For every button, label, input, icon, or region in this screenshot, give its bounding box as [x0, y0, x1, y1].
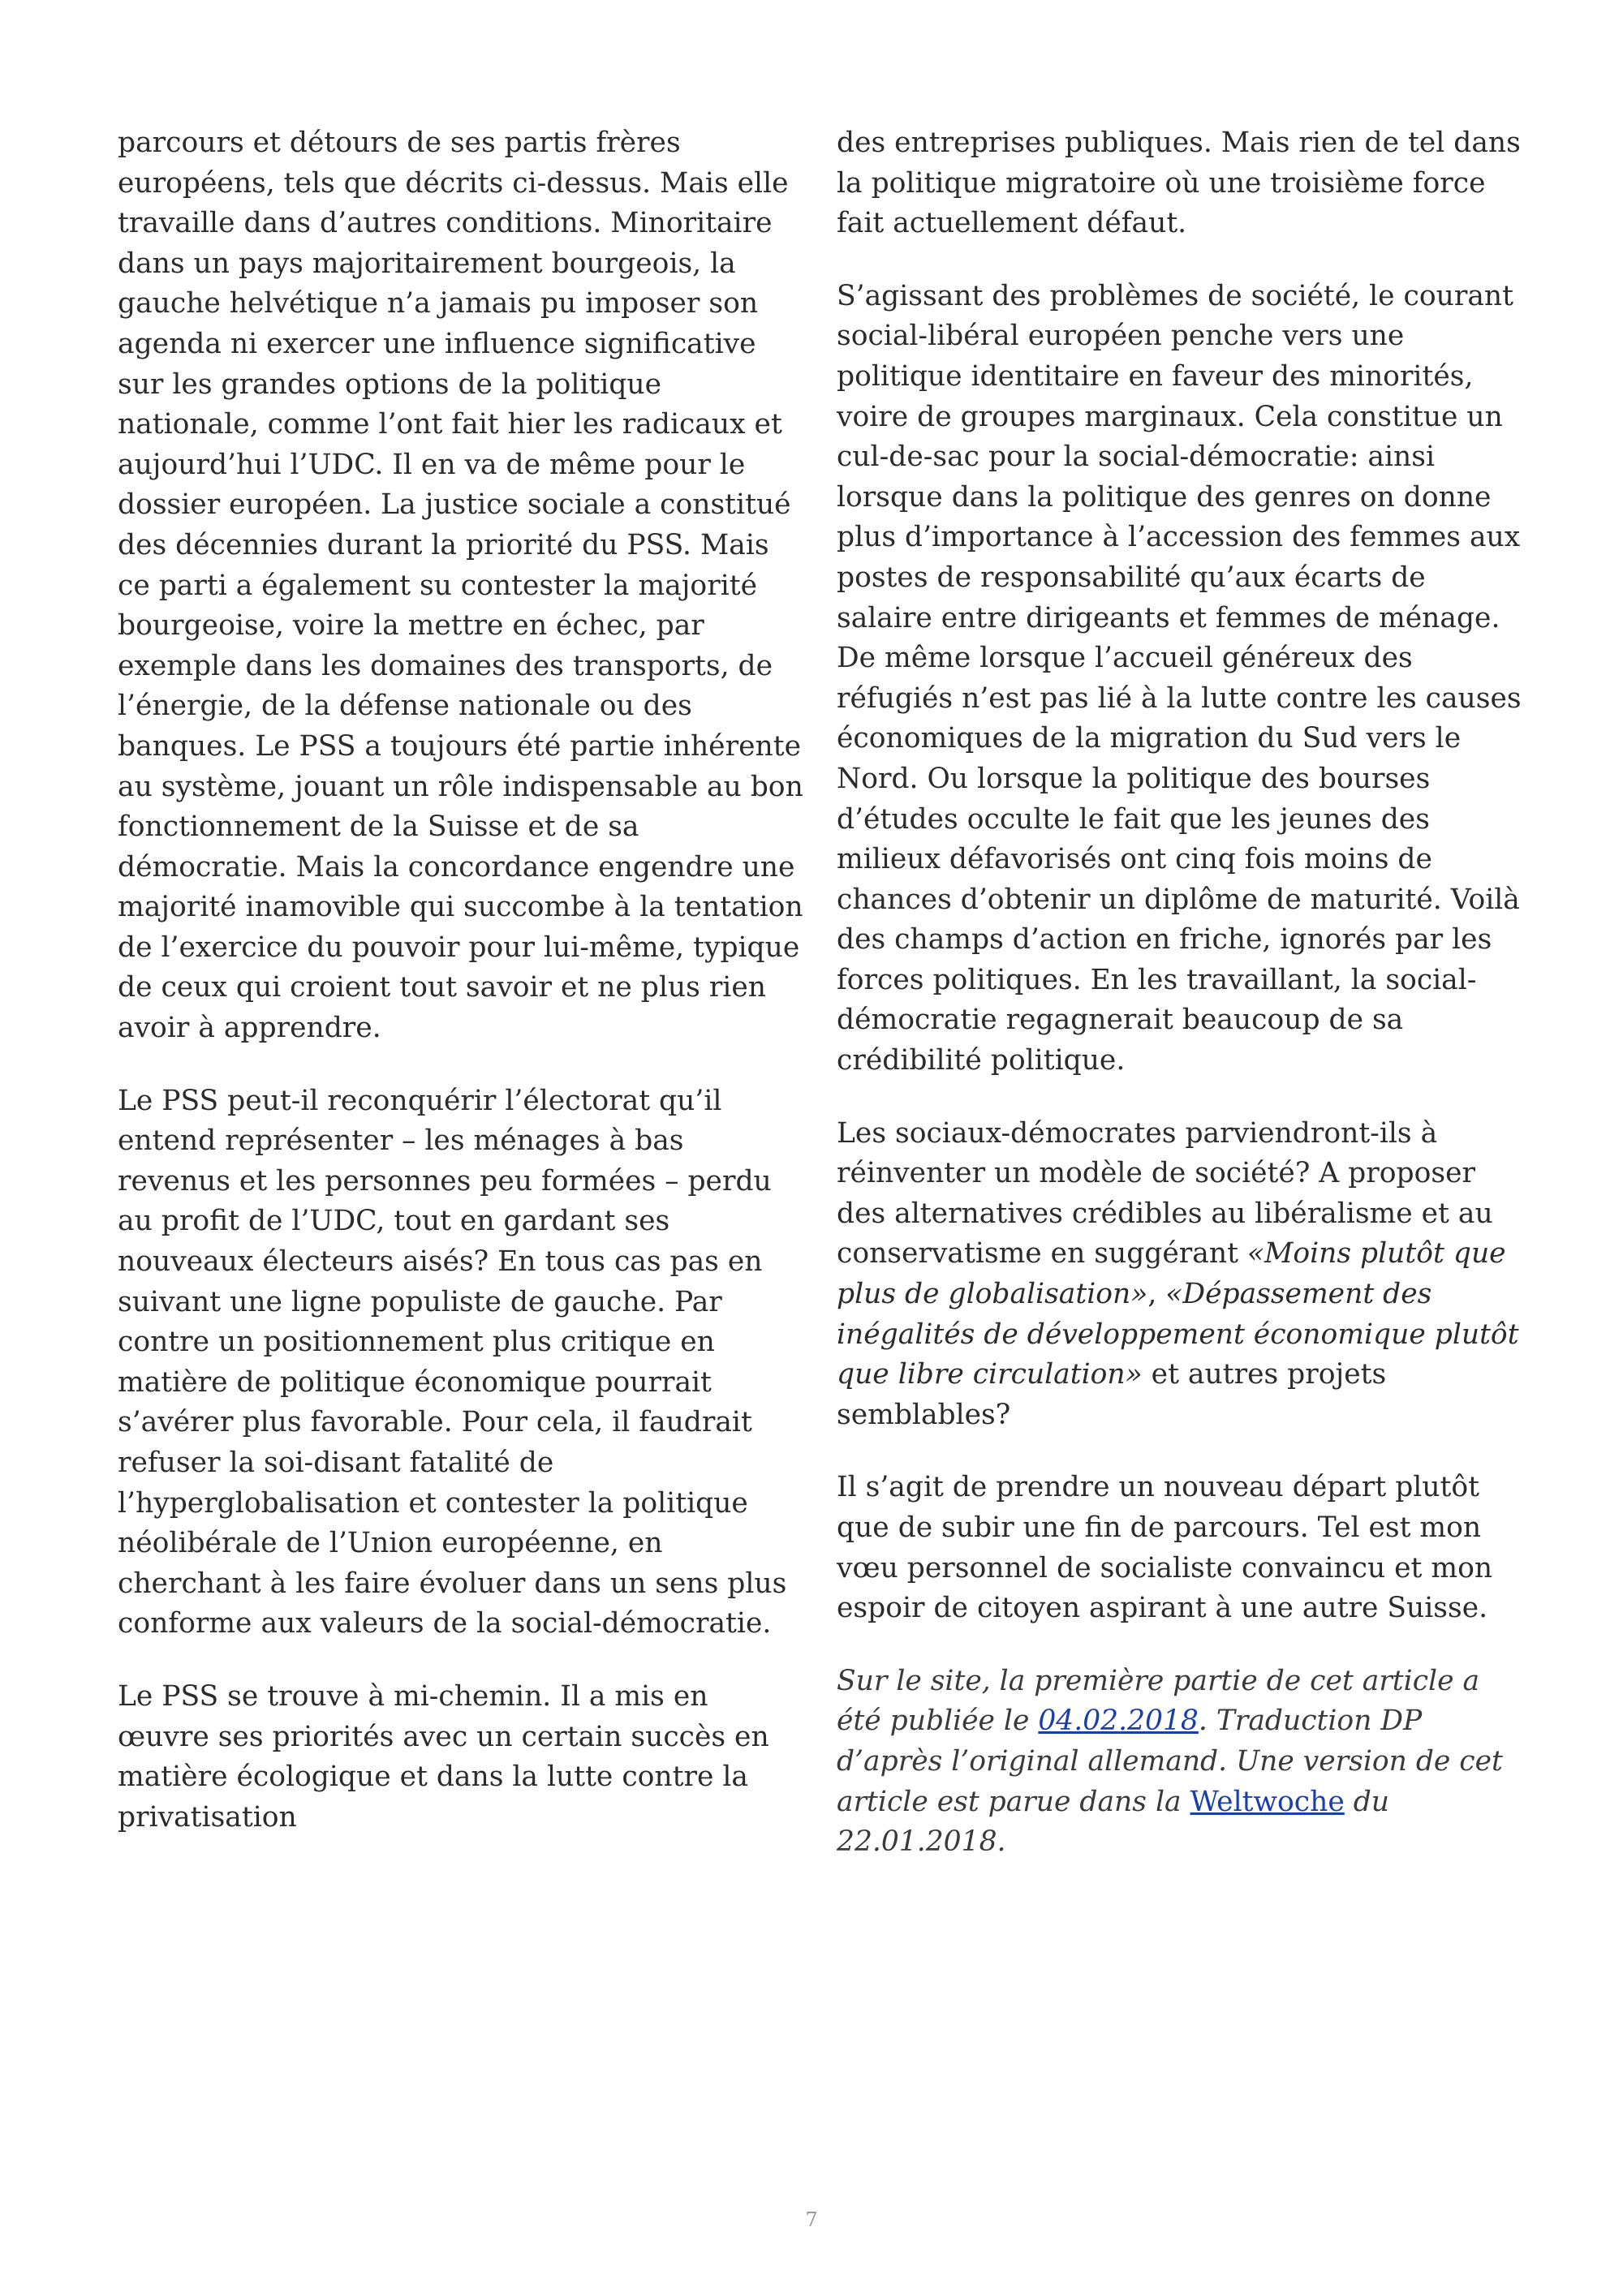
quote-inequalities: «Dépassement des inégalités de développement économique plutôt que libre circulation»: [837, 1278, 1519, 1391]
paragraph: parcours et détours de ses partis frères européens, tels que décrits ci-dessus. Mais elle travaille dans d’autres conditions. Minoritaire dans un pays majoritairement bourgeois, la gauche helvétique n’a jamais pu imposer son agenda ni exercer une influence significative sur les grandes options de la politique nationale, comme l’ont fait hier les radicaux et aujourd’hui l’UDC. Il en va de même pour le dossier européen. La justice sociale a constitué des décennies durant la priorité du PSS. Mais ce parti a également su contester la majorité bourgeoise, voire la mettre en échec, par exemple dans les domaines des transports, de l’énergie, de la défense nationale ou des banques. Le PSS a toujours été partie inhérente au système, jouant un rôle indispensable au bon fonctionnement de la Suisse et de sa démocratie. Mais la concordance engendre une majorité inamovible qui succombe à la tentation de l’exercice du pouvoir pour lui-même, typique de ceux qui croient tout savoir et ne plus rien avoir à apprendre.: [118, 127, 803, 1045]
right-column: [837, 123, 1522, 1863]
left-column: [118, 123, 803, 1838]
separator: ,: [1147, 1278, 1166, 1311]
paragraph-text: et autres projets semblables?: [837, 1358, 1387, 1431]
paragraph: Il s’agit de prendre un nouveau départ plutôt que de subir une fin de parcours. Tel est mon vœu personnel de socialiste convaincu et mon espoir de citoyen aspirant à une autre Suisse.: [837, 1471, 1493, 1625]
note-text: Sur le site, la première partie de cet article a été publiée le: [837, 1664, 1480, 1738]
page-number: 7: [805, 2208, 818, 2231]
first-part-link[interactable]: 04.02.2018: [1038, 1705, 1199, 1738]
quote-globalisation: «Moins plutôt que plus de globalisation»: [837, 1237, 1506, 1311]
paragraph: Le PSS se trouve à mi-chemin. Il a mis en œuvre ses priorités avec un certain succès en matière écologique et dans la lutte contre la privatisation: [118, 1679, 769, 1834]
source-note: [837, 1662, 1522, 1863]
paragraph: [837, 1114, 1522, 1436]
paragraph-text: Les sociaux-démocrates parviendront-ils à réinventer un modèle de société? A proposer des alternatives crédibles au libéralisme et au conservatisme en suggérant: [837, 1116, 1493, 1271]
note-text: du 22.01.2018.: [837, 1785, 1390, 1859]
paragraph: des entreprises publiques. Mais rien de tel dans la politique migratoire où une troisième force fait actuellement défaut.: [837, 127, 1521, 240]
note-text: . Traduction DP d’après l’original allemand. Une version de cet article est parue dans la: [837, 1705, 1503, 1818]
weltwoche-link[interactable]: Weltwoche: [1190, 1785, 1345, 1818]
paragraph: S’agissant des problèmes de société, le courant social-libéral européen penche vers une politique identitaire en faveur des minorités, voire de groupes marginaux. Cela constitue un cul-de-sac pour la social-démocratie: ainsi lorsque dans la politique des genres on donne plus d’importance à l’accession des femmes aux postes de responsabilité qu’aux écarts de salaire entre dirigeants et femmes de ménage. De même lorsque l’accueil généreux des réfugiés n’est pas lié à la lutte contre les causes économiques de la migration du Sud vers le Nord. Ou lorsque la politique des bourses d’études occulte le fait que les jeunes des milieux défavorisés ont cinq fois moins de chances d’obtenir un diplôme de maturité. Voilà des champs d’action en friche, ignorés par les forces politiques. En les travaillant, la social-démocratie regagnerait beaucoup de sa crédibilité politique.: [837, 279, 1522, 1077]
paragraph: Le PSS peut-il reconquérir l’électorat qu’il entend représenter – les ménages à bas revenus et les personnes peu formées – perdu au profit de l’UDC, tout en gardant ses nouveaux électeurs aisés? En tous cas pas en suivant une ligne populiste de gauche. Par contre un positionnement plus critique en matière de politique économique pourrait s’avérer plus favorable. Pour cela, il faudrait refuser la soi-disant fatalité de l’hyperglobalisation et contester la politique néolibérale de l’Union européenne, en cherchant à les faire évoluer dans un sens plus conforme aux valeurs de la social-démocratie.: [118, 1084, 787, 1640]
